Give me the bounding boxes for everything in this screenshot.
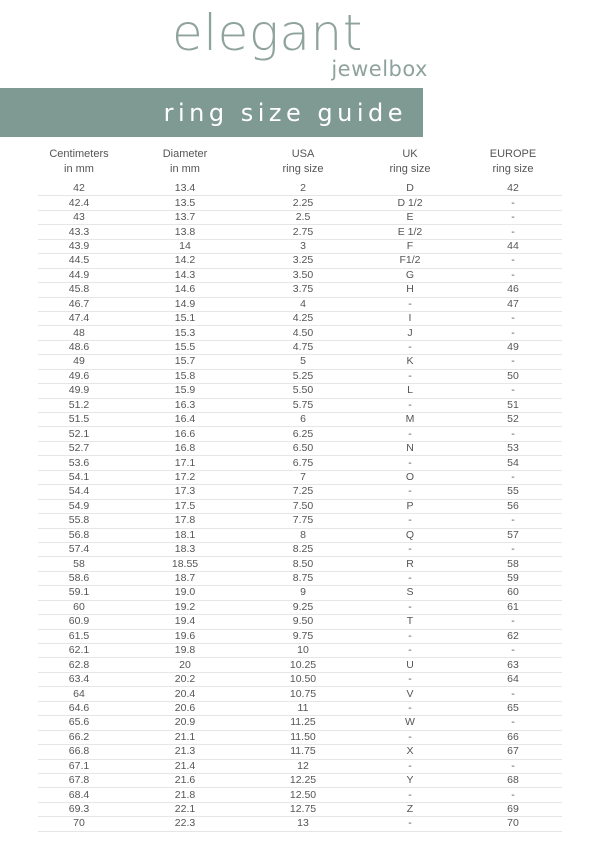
cell-usa: 12.75 [289, 803, 317, 816]
cell-usa: 12.25 [289, 774, 317, 787]
brand-subname: jewelbox [331, 57, 428, 81]
cell-centimeters: 42 [73, 182, 85, 195]
cell-usa: 11.50 [290, 730, 316, 743]
cell-usa: 9.50 [292, 615, 314, 628]
cell-uk: H [406, 283, 414, 296]
cell-uk: Q [405, 528, 415, 541]
cell-europe: 65 [507, 701, 519, 714]
cell-europe: - [511, 268, 515, 281]
cell-usa: 10.75 [289, 687, 317, 700]
cell-usa: 8.25 [292, 543, 314, 556]
cell-europe: - [511, 514, 515, 527]
cell-uk: - [408, 730, 412, 743]
table-row [38, 298, 562, 312]
cell-centimeters: 65.6 [68, 716, 90, 729]
cell-uk: - [408, 485, 412, 498]
cell-usa: 9 [300, 586, 306, 599]
cell-diameter: 16.3 [174, 398, 196, 411]
table-row [38, 413, 562, 427]
cell-usa: 11.25 [290, 716, 316, 729]
cell-diameter: 16.6 [174, 427, 196, 440]
cell-usa: 5.25 [292, 369, 314, 382]
table-row [38, 384, 562, 398]
cell-uk: - [408, 673, 412, 686]
cell-europe: - [511, 687, 515, 700]
cell-centimeters: 45.8 [68, 283, 90, 296]
cell-europe: 46 [507, 283, 519, 296]
table-row [38, 687, 562, 701]
cell-uk: G [405, 268, 415, 281]
cell-uk: - [408, 788, 412, 801]
cell-diameter: 17.1 [174, 456, 196, 469]
cell-diameter: 21.6 [174, 774, 196, 787]
cell-uk: - [408, 759, 412, 772]
cell-centimeters: 49 [73, 355, 85, 368]
cell-diameter: 16.8 [174, 442, 196, 455]
table-row [38, 803, 562, 817]
header-diameter: Diameter in mm [162, 148, 208, 175]
cell-centimeters: 51.5 [68, 413, 90, 426]
cell-uk: - [408, 427, 412, 440]
cell-uk: Y [406, 774, 414, 787]
cell-uk: E [406, 211, 414, 224]
cell-diameter: 22.1 [174, 803, 196, 816]
cell-centimeters: 68.4 [68, 788, 90, 801]
cell-centimeters: 43.9 [68, 239, 90, 252]
cell-uk: S [406, 586, 414, 599]
cell-uk: W [405, 716, 415, 729]
table-row [38, 745, 562, 759]
cell-centimeters: 55.8 [68, 514, 90, 527]
cell-europe: 58 [507, 557, 519, 570]
cell-usa: 9.25 [292, 600, 314, 613]
cell-europe: 49 [507, 341, 519, 354]
cell-centimeters: 58 [73, 557, 85, 570]
table-row [38, 630, 562, 644]
cell-europe: - [511, 716, 515, 729]
cell-centimeters: 52.7 [68, 442, 90, 455]
cell-europe: - [511, 326, 515, 339]
cell-centimeters: 56.8 [68, 528, 90, 541]
cell-centimeters: 67.8 [68, 774, 90, 787]
cell-usa: 2 [300, 182, 306, 195]
cell-usa: 2.5 [295, 211, 311, 224]
cell-usa: 3.25 [292, 254, 314, 267]
cell-diameter: 20.6 [174, 701, 196, 714]
cell-europe: 60 [507, 586, 519, 599]
table-row [38, 543, 562, 557]
cell-europe: - [511, 644, 515, 657]
table-row [38, 557, 562, 571]
header-europe: EUROPE ring size [489, 148, 537, 175]
cell-europe: 66 [507, 730, 519, 743]
cell-europe: 61 [507, 600, 519, 613]
cell-europe: - [511, 196, 515, 209]
table-row [38, 658, 562, 672]
cell-centimeters: 43 [73, 211, 85, 224]
cell-europe: - [511, 384, 515, 397]
cell-centimeters: 46.7 [68, 297, 90, 310]
table-row [38, 673, 562, 687]
header-uk: UK ring size [389, 148, 431, 175]
cell-usa: 6.75 [292, 456, 314, 469]
cell-uk: J [407, 326, 413, 339]
cell-diameter: 21.1 [174, 730, 196, 743]
cell-centimeters: 47.4 [68, 312, 90, 325]
cell-uk: L [407, 384, 413, 397]
cell-usa: 12.50 [289, 788, 317, 801]
cell-usa: 8.75 [292, 572, 314, 585]
table-row [38, 326, 562, 340]
cell-diameter: 14.9 [174, 297, 196, 310]
cell-uk: - [408, 543, 412, 556]
cell-centimeters: 49.9 [68, 384, 90, 397]
table-row [38, 760, 562, 774]
cell-diameter: 16.4 [174, 413, 196, 426]
cell-diameter: 22.3 [174, 817, 196, 830]
cell-diameter: 15.5 [174, 341, 196, 354]
cell-usa: 10 [297, 644, 309, 657]
cell-diameter: 17.5 [174, 499, 196, 512]
cell-centimeters: 66.2 [68, 730, 90, 743]
cell-uk: M [405, 413, 415, 426]
cell-diameter: 15.8 [174, 369, 196, 382]
cell-centimeters: 57.4 [68, 543, 90, 556]
table-row [38, 586, 562, 600]
cell-europe: 51 [507, 398, 519, 411]
cell-diameter: 19.4 [174, 615, 196, 628]
cell-europe: - [511, 211, 515, 224]
cell-uk: - [408, 629, 412, 642]
cell-centimeters: 54.4 [68, 485, 90, 498]
cell-usa: 3 [300, 239, 306, 252]
cell-centimeters: 52.1 [68, 427, 90, 440]
table-body [38, 182, 562, 832]
table-row [38, 399, 562, 413]
table-row [38, 485, 562, 499]
cell-usa: 13 [297, 817, 309, 830]
cell-uk: - [408, 456, 412, 469]
table-row [38, 442, 562, 456]
cell-centimeters: 51.2 [68, 398, 90, 411]
table-row [38, 514, 562, 528]
cell-centimeters: 53.6 [68, 456, 90, 469]
cell-europe: 42 [507, 182, 519, 195]
cell-diameter: 18.1 [174, 528, 196, 541]
cell-europe: 63 [507, 658, 519, 671]
cell-usa: 7.50 [292, 499, 314, 512]
cell-uk: P [406, 499, 414, 512]
cell-centimeters: 54.9 [68, 499, 90, 512]
cell-diameter: 15.1 [174, 312, 196, 325]
table-row [38, 817, 562, 831]
cell-uk: X [406, 745, 414, 758]
cell-uk: - [408, 398, 412, 411]
table-row [38, 529, 562, 543]
cell-uk: - [408, 297, 412, 310]
cell-europe: - [511, 470, 515, 483]
cell-europe: 67 [507, 745, 519, 758]
cell-diameter: 20 [179, 658, 191, 671]
cell-uk: E 1/2 [397, 225, 423, 238]
table-row [38, 283, 562, 297]
cell-usa: 7.25 [292, 485, 314, 498]
cell-diameter: 19.0 [174, 586, 196, 599]
cell-usa: 7 [300, 470, 306, 483]
cell-uk: - [408, 369, 412, 382]
cell-diameter: 19.6 [174, 629, 196, 642]
cell-uk: Z [406, 803, 414, 816]
cell-europe: 57 [507, 528, 519, 541]
cell-uk: D 1/2 [397, 196, 423, 209]
cell-diameter: 18.7 [174, 572, 196, 585]
cell-usa: 4.50 [292, 326, 314, 339]
table-row [38, 774, 562, 788]
cell-centimeters: 64 [73, 687, 85, 700]
table-row [38, 644, 562, 658]
cell-diameter: 21.3 [174, 745, 196, 758]
table-row [38, 716, 562, 730]
cell-europe: 53 [507, 442, 519, 455]
table-row [38, 341, 562, 355]
table-row [38, 731, 562, 745]
cell-europe: 69 [507, 803, 519, 816]
cell-centimeters: 43.3 [68, 225, 90, 238]
cell-diameter: 13.4 [174, 182, 196, 195]
cell-usa: 8.50 [292, 557, 314, 570]
cell-centimeters: 62.8 [68, 658, 90, 671]
cell-usa: 3.75 [292, 283, 314, 296]
cell-usa: 6 [300, 413, 306, 426]
page-title: ring size guide [163, 99, 407, 127]
cell-usa: 3.50 [292, 268, 314, 281]
cell-uk: K [406, 355, 414, 368]
cell-centimeters: 60.9 [68, 615, 90, 628]
table-row [38, 254, 562, 268]
cell-usa: 10.50 [289, 673, 317, 686]
cell-europe: - [511, 355, 515, 368]
cell-usa: 2.25 [292, 196, 314, 209]
cell-centimeters: 66.8 [68, 745, 90, 758]
table-header [38, 147, 562, 181]
cell-usa: 4.25 [292, 312, 314, 325]
cell-diameter: 13.7 [174, 211, 196, 224]
cell-diameter: 17.2 [174, 470, 196, 483]
table-row [38, 269, 562, 283]
cell-centimeters: 44.9 [68, 268, 90, 281]
cell-diameter: 17.8 [174, 514, 196, 527]
cell-europe: 55 [507, 485, 519, 498]
cell-uk: F1/2 [399, 254, 421, 267]
cell-europe: 50 [507, 369, 519, 382]
cell-usa: 12 [297, 759, 309, 772]
cell-usa: 11.75 [290, 745, 316, 758]
cell-europe: - [511, 427, 515, 440]
cell-europe: 70 [507, 817, 519, 830]
cell-usa: 7.75 [292, 514, 314, 527]
cell-diameter: 18.55 [171, 557, 199, 570]
cell-europe: - [511, 788, 515, 801]
table-row [38, 471, 562, 485]
header-centimeters: Centimeters in mm [49, 148, 109, 175]
cell-diameter: 13.5 [174, 196, 196, 209]
cell-usa: 5.75 [292, 398, 314, 411]
cell-centimeters: 63.4 [68, 673, 90, 686]
cell-diameter: 14.3 [174, 268, 196, 281]
cell-centimeters: 59.1 [68, 586, 90, 599]
cell-centimeters: 49.6 [68, 369, 90, 382]
cell-centimeters: 62.1 [68, 644, 90, 657]
table-row [38, 572, 562, 586]
cell-uk: - [408, 701, 412, 714]
table-row [38, 196, 562, 210]
cell-europe: 62 [507, 629, 519, 642]
cell-usa: 4.75 [292, 341, 314, 354]
cell-europe: - [511, 312, 515, 325]
cell-usa: 2.75 [292, 225, 314, 238]
cell-diameter: 14 [179, 239, 191, 252]
cell-europe: 54 [507, 456, 519, 469]
cell-diameter: 19.2 [174, 600, 196, 613]
table-row [38, 500, 562, 514]
table-row [38, 427, 562, 441]
cell-centimeters: 61.5 [68, 629, 90, 642]
cell-usa: 6.25 [292, 427, 314, 440]
cell-uk: D [406, 182, 414, 195]
cell-diameter: 18.3 [174, 543, 196, 556]
cell-centimeters: 48.6 [68, 341, 90, 354]
cell-uk: - [408, 341, 412, 354]
cell-diameter: 17.3 [174, 485, 196, 498]
cell-diameter: 15.3 [174, 326, 196, 339]
cell-uk: R [406, 557, 414, 570]
cell-usa: 6.50 [292, 442, 314, 455]
cell-diameter: 21.8 [174, 788, 196, 801]
table-row [38, 601, 562, 615]
table-row [38, 355, 562, 369]
cell-europe: - [511, 543, 515, 556]
table-row [38, 702, 562, 716]
cell-europe: - [511, 225, 515, 238]
cell-uk: F [406, 239, 414, 252]
cell-diameter: 20.9 [174, 716, 196, 729]
table-row [38, 788, 562, 802]
cell-diameter: 14.6 [174, 283, 196, 296]
cell-centimeters: 70 [73, 817, 85, 830]
cell-uk: N [406, 442, 414, 455]
cell-europe: 47 [507, 297, 519, 310]
title-banner [0, 88, 423, 137]
cell-centimeters: 60 [73, 600, 85, 613]
table-row [38, 182, 562, 196]
cell-diameter: 21.4 [174, 759, 196, 772]
cell-europe: 68 [507, 774, 519, 787]
ring-size-table [38, 147, 562, 832]
cell-uk: - [408, 514, 412, 527]
cell-uk: - [408, 644, 412, 657]
cell-usa: 10.25 [289, 658, 317, 671]
cell-diameter: 14.2 [174, 254, 196, 267]
cell-uk: T [406, 615, 414, 628]
cell-uk: O [405, 470, 415, 483]
cell-usa: 5.50 [292, 384, 314, 397]
cell-uk: V [406, 687, 414, 700]
cell-centimeters: 54.1 [68, 470, 90, 483]
cell-usa: 8 [300, 528, 306, 541]
cell-centimeters: 44.5 [68, 254, 90, 267]
table-row [38, 312, 562, 326]
table-row [38, 615, 562, 629]
cell-diameter: 20.4 [174, 687, 196, 700]
cell-uk: I [408, 312, 412, 325]
brand-logo [172, 4, 432, 84]
table-row [38, 370, 562, 384]
cell-centimeters: 69.3 [68, 803, 90, 816]
cell-usa: 4 [300, 297, 306, 310]
cell-centimeters: 42.4 [68, 196, 90, 209]
cell-europe: 56 [507, 499, 519, 512]
cell-centimeters: 48 [73, 326, 85, 339]
cell-europe: - [511, 254, 515, 267]
table-row [38, 240, 562, 254]
cell-europe: 44 [507, 239, 519, 252]
cell-diameter: 15.9 [174, 384, 196, 397]
cell-uk: - [408, 817, 412, 830]
cell-usa: 9.75 [292, 629, 314, 642]
cell-diameter: 19.8 [174, 644, 196, 657]
cell-diameter: 15.7 [174, 355, 196, 368]
cell-uk: - [408, 600, 412, 613]
cell-europe: - [511, 615, 515, 628]
cell-europe: 64 [507, 673, 519, 686]
cell-diameter: 20.2 [174, 673, 196, 686]
cell-centimeters: 67.1 [68, 759, 90, 772]
cell-centimeters: 64.6 [68, 701, 90, 714]
cell-uk: U [406, 658, 414, 671]
cell-usa: 5 [300, 355, 306, 368]
cell-uk: - [408, 572, 412, 585]
header-usa: USA ring size [282, 148, 324, 175]
brand-name: elegant [172, 4, 363, 62]
cell-europe: 52 [507, 413, 519, 426]
table-row [38, 211, 562, 225]
cell-europe: - [511, 759, 515, 772]
table-row [38, 456, 562, 470]
cell-usa: 11 [297, 701, 309, 714]
cell-centimeters: 58.6 [68, 572, 90, 585]
cell-europe: 59 [507, 572, 519, 585]
cell-diameter: 13.8 [174, 225, 196, 238]
table-row [38, 225, 562, 239]
